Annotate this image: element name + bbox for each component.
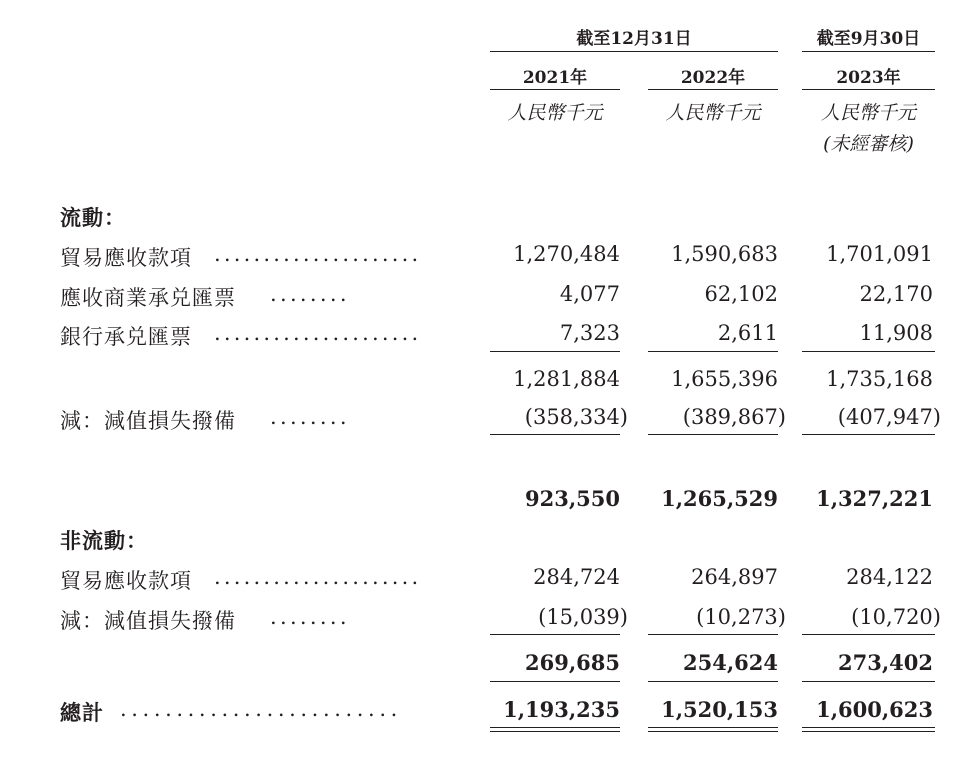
year-rule-2023 <box>802 89 935 90</box>
value-bank-acceptance-2022: 2,611 <box>717 321 778 345</box>
value-current-subtotal-2021: 1,281,884 <box>513 367 620 391</box>
value-nc-impairment-2021: (15,039) <box>538 605 628 629</box>
leader-dots: ......................... <box>120 697 402 721</box>
subtotal-rule <box>802 351 935 352</box>
total-rule <box>648 681 778 682</box>
value-total-2021: 1,193,235 <box>503 697 620 722</box>
double-underline <box>802 727 935 728</box>
row-label-bank-acceptance: 銀行承兑匯票 <box>60 325 192 349</box>
leader-dots: ..................... <box>214 321 422 345</box>
total-rule <box>490 681 620 682</box>
header-rule-dec31 <box>490 51 778 52</box>
row-label-notes-receivable: 應收商業承兑匯票 <box>60 286 236 310</box>
row-label-trade-receivables: 貿易應收款項 <box>60 246 192 270</box>
net-rule <box>490 434 620 435</box>
nc-net-rule <box>802 634 935 635</box>
double-underline <box>490 731 620 732</box>
nc-net-rule <box>648 634 778 635</box>
value-nc-net-2022: 254,624 <box>683 650 778 675</box>
header-period-dec31: 截至12月31日 <box>576 29 692 49</box>
section-current-heading: 流動： <box>60 205 126 230</box>
value-current-impairment-2021: (358,334) <box>524 405 628 429</box>
value-notes-receivable-2022: 62,102 <box>704 282 778 306</box>
value-current-net-2023: 1,327,221 <box>816 486 933 511</box>
value-bank-acceptance-2023: 11,908 <box>859 321 933 345</box>
value-current-subtotal-2022: 1,655,396 <box>671 367 778 391</box>
value-nc-trade-receivables-2023: 284,122 <box>846 565 933 589</box>
net-rule <box>648 434 778 435</box>
row-label-nc-impairment: 減：減值損失撥備 <box>60 609 236 633</box>
year-rule-2022 <box>648 89 778 90</box>
nc-net-rule <box>490 634 620 635</box>
value-total-2023: 1,600,623 <box>816 697 933 722</box>
value-trade-receivables-2021: 1,270,484 <box>513 242 620 266</box>
value-current-impairment-2022: (389,867) <box>682 405 786 429</box>
header-period-sep30: 截至9月30日 <box>816 29 921 49</box>
value-nc-trade-receivables-2021: 284,724 <box>533 565 620 589</box>
unit-2021: 人民幣千元 <box>507 102 603 124</box>
value-nc-trade-receivables-2022: 264,897 <box>691 565 778 589</box>
net-rule <box>802 434 935 435</box>
double-underline <box>648 731 778 732</box>
unit-2023: 人民幣千元 <box>820 102 916 124</box>
value-nc-impairment-2023: (10,720) <box>851 605 941 629</box>
value-current-net-2022: 1,265,529 <box>661 486 778 511</box>
value-current-subtotal-2023: 1,735,168 <box>826 367 933 391</box>
year-rule-2021 <box>490 89 620 90</box>
value-total-2022: 1,520,153 <box>661 697 778 722</box>
header-year-2023: 2023年 <box>836 68 901 88</box>
leader-dots: ........ <box>270 405 350 429</box>
unaudited-note: (未經審核) <box>823 133 914 155</box>
value-notes-receivable-2023: 22,170 <box>859 282 933 306</box>
section-non-current-heading: 非流動： <box>60 528 148 553</box>
unit-2022: 人民幣千元 <box>665 102 761 124</box>
total-rule <box>802 681 935 682</box>
double-underline <box>490 727 620 728</box>
leader-dots: ........ <box>270 282 350 306</box>
header-rule-sep30 <box>802 51 935 52</box>
double-underline <box>802 731 935 732</box>
value-nc-net-2021: 269,685 <box>525 650 620 675</box>
value-trade-receivables-2023: 1,701,091 <box>826 242 933 266</box>
double-underline <box>648 727 778 728</box>
value-trade-receivables-2022: 1,590,683 <box>671 242 778 266</box>
leader-dots: ..................... <box>214 242 422 266</box>
value-notes-receivable-2021: 4,077 <box>559 282 620 306</box>
header-year-2022: 2022年 <box>680 68 746 88</box>
subtotal-rule <box>648 351 778 352</box>
value-nc-net-2023: 273,402 <box>838 650 933 675</box>
subtotal-rule <box>490 351 620 352</box>
row-label-nc-trade-receivables: 貿易應收款項 <box>60 569 192 593</box>
value-bank-acceptance-2021: 7,323 <box>559 321 620 345</box>
row-label-current-impairment: 減：減值損失撥備 <box>60 409 236 433</box>
value-current-net-2021: 923,550 <box>525 486 620 511</box>
value-current-impairment-2023: (407,947) <box>837 405 941 429</box>
row-label-total: 總計 <box>60 700 104 725</box>
leader-dots: ..................... <box>214 565 422 589</box>
value-nc-impairment-2022: (10,273) <box>696 605 786 629</box>
header-year-2021: 2021年 <box>522 68 588 88</box>
leader-dots: ........ <box>270 605 350 629</box>
